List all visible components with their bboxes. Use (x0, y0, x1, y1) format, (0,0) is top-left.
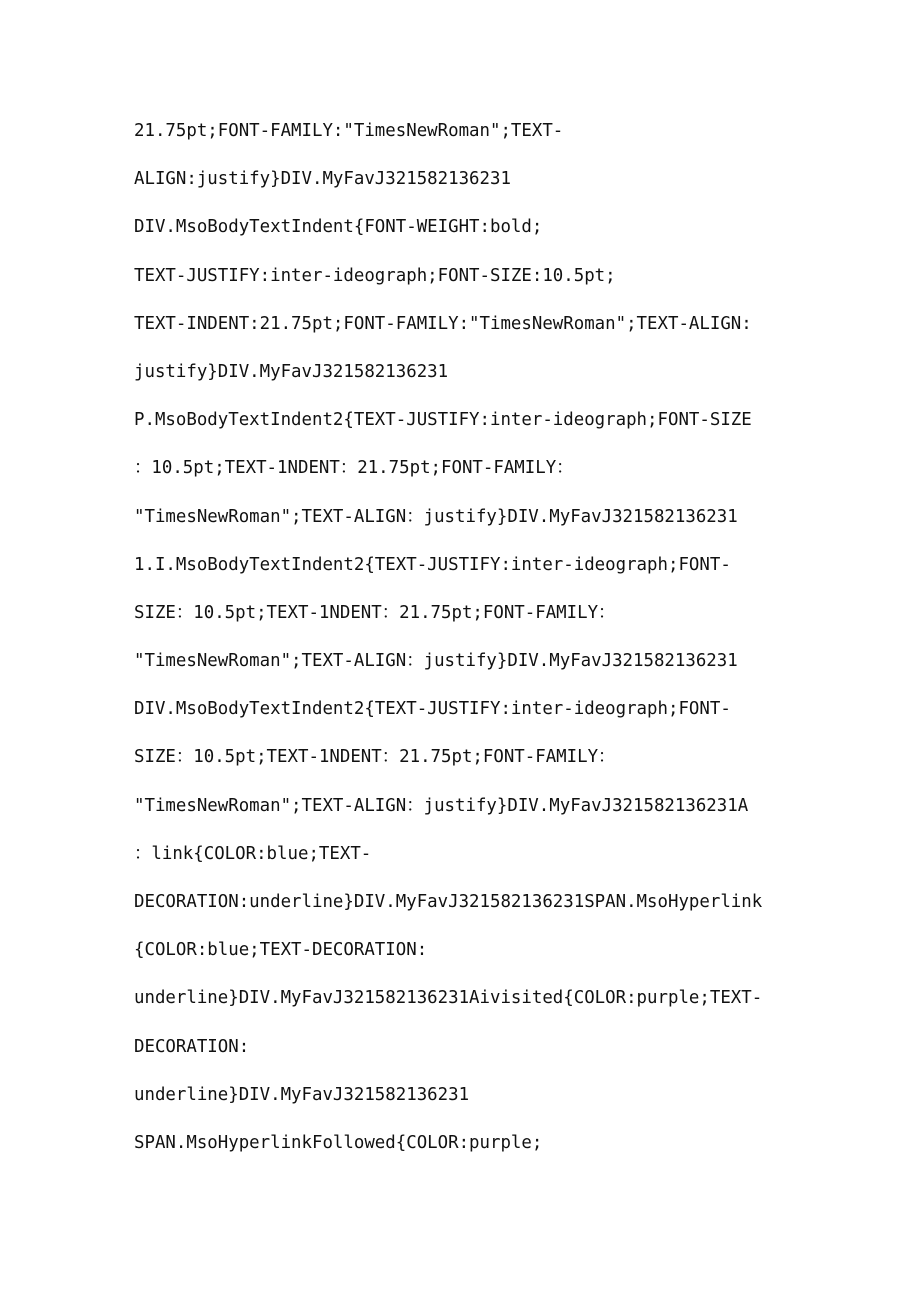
text-line: DECORATION:underline}DIV.MyFavJ321582136231SPAN.MsoHyperlink (134, 892, 763, 912)
text-line: DIV.MsoBodyTextIndent{FONT-WEIGHT:bold; (134, 217, 543, 238)
text-line: {COLOR:blue;TEXT-DECORATION: (134, 940, 428, 961)
text-line: ：10.5pt;TEXT-1NDENT：21.75pt;FONT-FAMILY： (134, 458, 574, 479)
text-line: TEXT-JUSTIFY:inter-ideograph;FONT-SIZE:10.5pt; (134, 265, 616, 286)
text-line: ：link{COLOR:blue;TEXT- (134, 843, 372, 864)
text-line: DECORATION: (134, 1036, 250, 1057)
text-line: "TimesNewRoman";TEXT-ALIGN：justify}DIV.MyFavJ321582136231 (134, 506, 738, 527)
text-line: underline}DIV.MyFavJ321582136231Aivisited{COLOR:purple;TEXT- (134, 988, 763, 1009)
text-line: SIZE：10.5pt;TEXT-1NDENT：21.75pt;FONT-FAMILY： (134, 747, 616, 768)
text-line: "TimesNewRoman";TEXT-ALIGN：justify}DIV.MyFavJ321582136231A (134, 795, 749, 816)
text-line: "TimesNewRoman";TEXT-ALIGN：justify}DIV.MyFavJ321582136231 (134, 651, 738, 672)
text-line: ALIGN:justify}DIV.MyFavJ321582136231 (134, 169, 511, 190)
text-line: 21.75pt;FONT-FAMILY:"TimesNewRoman";TEXT- (134, 121, 564, 141)
text-line: underline}DIV.MyFavJ321582136231 (134, 1084, 470, 1105)
text-line: justify}DIV.MyFavJ321582136231 (134, 361, 449, 382)
document-body (134, 112, 814, 1172)
text-line: P.MsoBodyTextIndent2{TEXT-JUSTIFY:inter-ideograph;FONT-SIZE (134, 410, 752, 431)
text-line: TEXT-INDENT:21.75pt;FONT-FAMILY:"TimesNewRoman";TEXT-ALIGN: (134, 313, 752, 334)
text-line: 1.I.MsoBodyTextIndent2{TEXT-JUSTIFY:inter-ideograph;FONT- (134, 554, 731, 575)
text-line: SIZE：10.5pt;TEXT-1NDENT：21.75pt;FONT-FAMILY： (134, 602, 616, 623)
text-line: DIV.MsoBodyTextIndent2{TEXT-JUSTIFY:inter-ideograph;FONT- (134, 699, 731, 720)
text-line: SPAN.MsoHyperlinkFollowed{COLOR:purple; (134, 1132, 543, 1153)
